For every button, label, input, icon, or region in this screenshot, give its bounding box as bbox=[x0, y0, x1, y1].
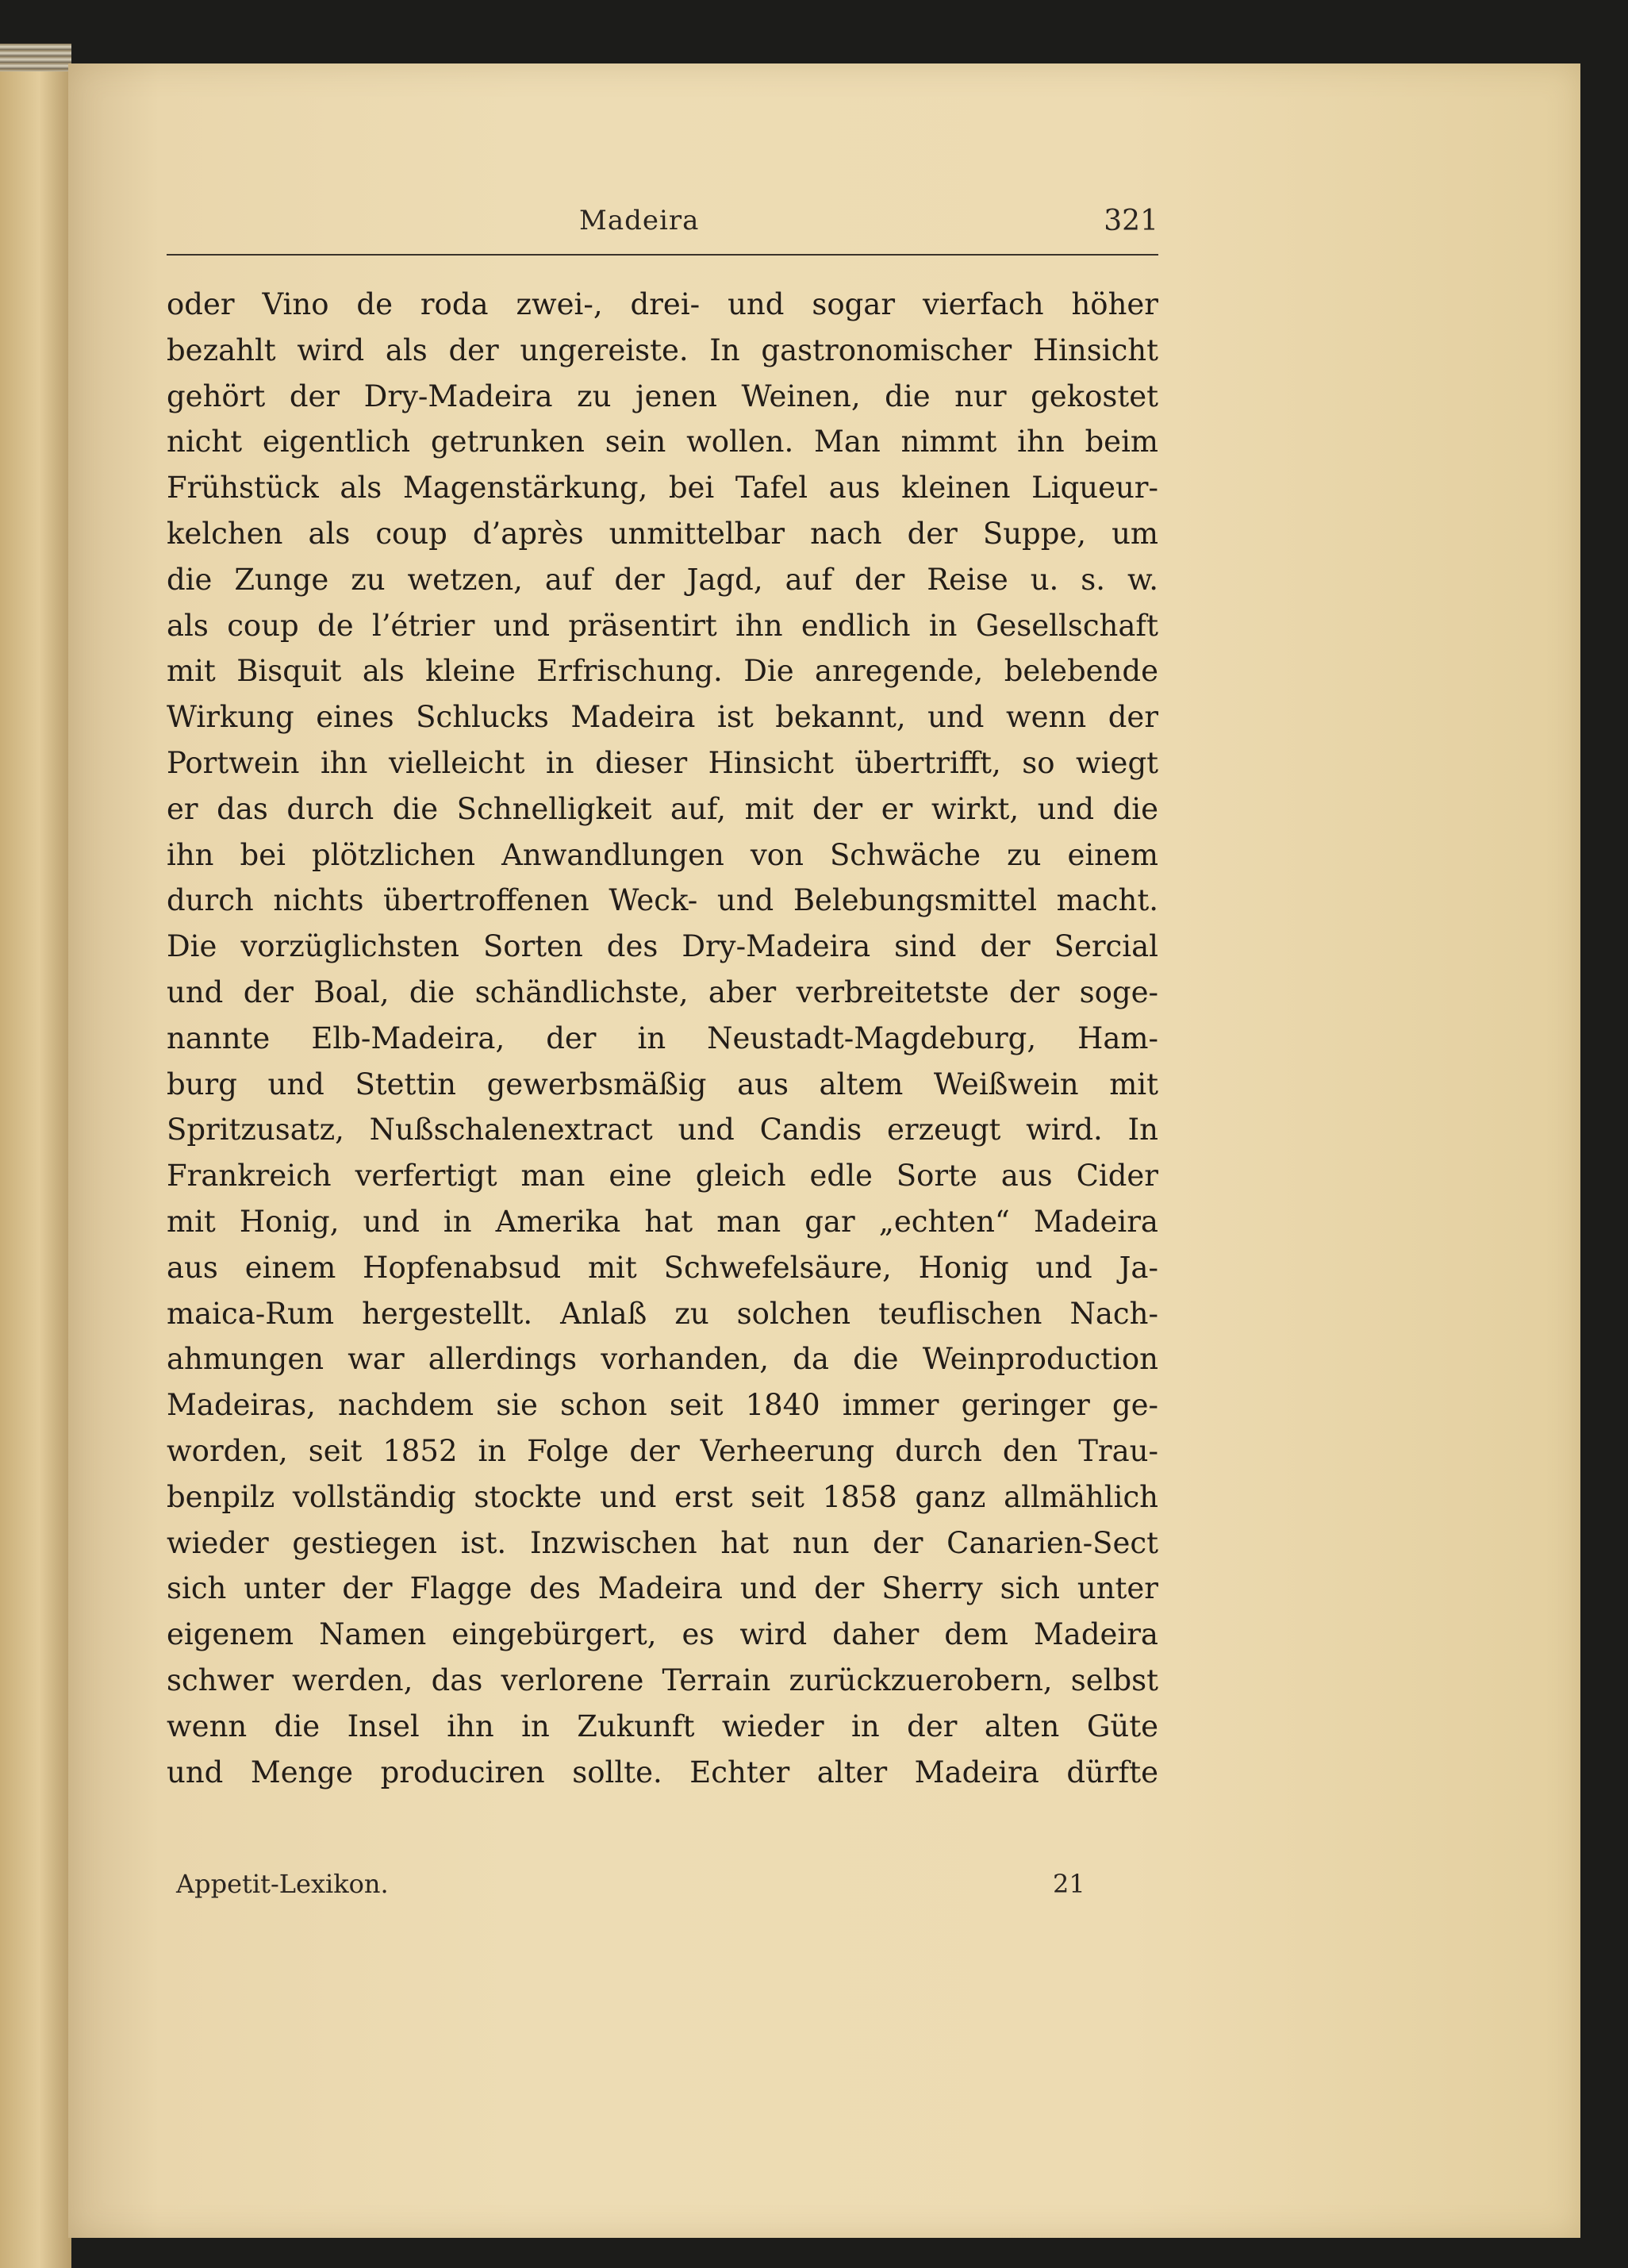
text-line: schwer werden, das verlorene Terrain zurückzuerobern, selbst bbox=[167, 1663, 1158, 1697]
text-line: oder Vino de roda zwei-, drei- und sogar vierfach höher bbox=[167, 287, 1158, 321]
text-line: maica-Rum hergestellt. Anlaß zu solchen teuflischen Nach- bbox=[167, 1296, 1158, 1331]
text-line: wenn die Insel ihn in Zukunft wieder in der alten Güte bbox=[167, 1709, 1158, 1743]
text-line: benpilz vollständig stockte und erst seit 1858 ganz allmählich bbox=[167, 1479, 1158, 1514]
text-line: mit Honig, und in Amerika hat man gar „echten“ Madeira bbox=[167, 1204, 1158, 1239]
text-line: durch nichts übertroffenen Weck- und Belebungsmittel macht. bbox=[167, 883, 1158, 918]
text-line: ahmungen war allerdings vorhanden, da die Weinproduction bbox=[167, 1342, 1158, 1377]
page-footer bbox=[176, 1869, 1128, 1909]
text-line: nicht eigentlich getrunken sein wollen. Man nimmt ihn beim bbox=[167, 425, 1158, 459]
text-line: Spritzusatz, Nußschalenextract und Candis erzeugt wird. In bbox=[167, 1113, 1158, 1147]
text-line: sich unter der Flagge des Madeira und der Sherry sich unter bbox=[167, 1571, 1158, 1606]
text-line: Wirkung eines Schlucks Madeira ist bekannt, und wenn der bbox=[167, 700, 1158, 735]
text-line: Frühstück als Magenstärkung, bei Tafel aus kleinen Liqueur- bbox=[167, 471, 1158, 505]
text-line: ihn bei plötzlichen Anwandlungen von Schwäche zu einem bbox=[167, 837, 1158, 872]
text-line: nannte Elb-Madeira, der in Neustadt-Magdeburg, Ham- bbox=[167, 1021, 1158, 1055]
text-line: gehört der Dry-Madeira zu jenen Weinen, die nur gekostet bbox=[167, 379, 1158, 413]
text-line: bezahlt wird als der ungereiste. In gastronomischer Hinsicht bbox=[167, 333, 1158, 367]
header-rule bbox=[167, 254, 1158, 256]
text-line: aus einem Hopfenabsud mit Schwefelsäure, Honig und Ja- bbox=[167, 1250, 1158, 1285]
text-line: kelchen als coup d’après unmittelbar nach der Suppe, um bbox=[167, 516, 1158, 551]
text-line: Die vorzüglichsten Sorten des Dry-Madeira sind der Sercial bbox=[167, 929, 1158, 964]
text-line: burg und Stettin gewerbsmäßig aus altem Weißwein mit bbox=[167, 1067, 1158, 1101]
text-line: und Menge produciren sollte. Echter alter Madeira dürfte bbox=[167, 1755, 1158, 1789]
body-text bbox=[167, 282, 1158, 1795]
text-line: mit Bisquit als kleine Erfrischung. Die anregende, belebende bbox=[167, 654, 1158, 689]
text-line: Madeiras, nachdem sie schon seit 1840 immer geringer ge- bbox=[167, 1388, 1158, 1423]
text-line: Portwein ihn vielleicht in dieser Hinsicht übertrifft, so wiegt bbox=[167, 745, 1158, 780]
text-line: worden, seit 1852 in Folge der Verheerung durch den Trau- bbox=[167, 1433, 1158, 1468]
page-header bbox=[167, 205, 1158, 260]
signature-number: 21 bbox=[1053, 1869, 1085, 1899]
book-spine-edge bbox=[0, 44, 71, 75]
text-line: eigenem Namen eingebürgert, es wird daher dem Madeira bbox=[167, 1617, 1158, 1652]
page-number: 321 bbox=[1104, 205, 1158, 237]
text-line: er das durch die Schnelligkeit auf, mit der er wirkt, und die bbox=[167, 791, 1158, 826]
text-line: und der Boal, die schändlichste, aber verbreitetste der soge- bbox=[167, 974, 1158, 1009]
text-line: Frankreich verfertigt man eine gleich edle Sorte aus Cider bbox=[167, 1159, 1158, 1194]
facing-page-edge bbox=[0, 71, 71, 2268]
text-line: als coup de l’étrier und präsentirt ihn endlich in Gesellschaft bbox=[167, 608, 1158, 643]
signature-title: Appetit-Lexikon. bbox=[176, 1869, 389, 1899]
text-line: die Zunge zu wetzen, auf der Jagd, auf der Reise u. s. w. bbox=[167, 562, 1158, 597]
text-line: wieder gestiegen ist. Inzwischen hat nun der Canarien-Sect bbox=[167, 1525, 1158, 1560]
running-head: Madeira bbox=[579, 205, 700, 236]
